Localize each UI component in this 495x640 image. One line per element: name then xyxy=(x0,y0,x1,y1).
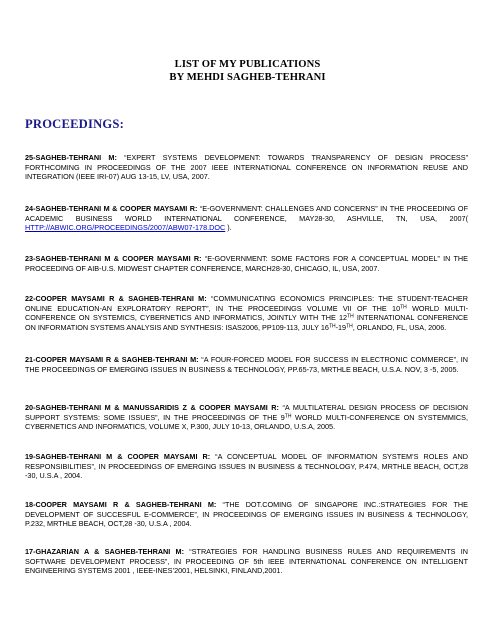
entry-authors: 18-COOPER MAYSAMI R & SAGHEB-TEHRANI M: xyxy=(25,500,217,509)
publication-entry xyxy=(25,547,468,576)
entry-authors: 24-SAGHEB-TEHRANI M & COOPER MAYSAMI R: xyxy=(25,204,198,213)
entry-text: -19 xyxy=(335,322,347,332)
entry-text: ). xyxy=(225,223,232,233)
publication-entry xyxy=(25,403,468,432)
superscript: TH xyxy=(328,323,336,330)
entry-text: , ORLANDO, FL, USA, 2006. xyxy=(352,322,447,332)
publication-entry xyxy=(25,153,468,182)
entry-authors: 23-SAGHEB-TEHRANI M & COOPER MAYSAMI R: xyxy=(25,254,202,263)
entry-text: “A MULTILATERAL DESIGN PROCESS OF DECISION SUPPORT SYSTEMS: SOME ISSUES”, IN THE PROCEEDINGS OF THE 9 xyxy=(25,403,468,422)
superscript: TH xyxy=(346,323,353,330)
document-title-line2: BY MEHDI SAGHEB-TEHRANI xyxy=(169,72,326,83)
entry-text: “COMMUNICATING ECONOMICS PRINCIPLES: THE STUDENT-TEACHER ONLINE EDUCATION-AN EXPLORATORY REPORT”, IN THE PROCEEDINGS VOLUME VII OF THE 10 xyxy=(25,294,468,313)
proceedings-link[interactable]: HTTP://ABWIC.ORG/PROCEEDINGS/2007/ABW07-178.DOC xyxy=(25,223,226,233)
entry-text: “STRATEGIES FOR HANDLING BUSINESS RULES AND REQUIREMENTS IN SOFTWARE DEVELOPMENT PROCESS”, IN PROCEEDING OF 5th IEEE INTERNATIONAL CONFERENCE ON INTELLIGENT ENGINEERING SYSTEMS 2001 , IEEE-INES’2001, HELSINKI, FINLAND,2001. xyxy=(25,547,468,576)
entry-text: “E-GOVERNMENT: SOME FACTORS FOR A CONCEPTUAL MODEL” IN THE PROCEEDING OF AIB-U.S. MIDWEST CHAPTER CONFERENCE, MARCH28-30, CHICAGO, IL, USA, 2007. xyxy=(25,254,469,273)
section-heading: PROCEEDINGS: xyxy=(25,117,124,131)
entry-text: “THE DOT.COMING OF SINGAPORE INC.:STRATEGIES FOR THE DEVELOPMENT OF SUCCESFUL E-COMMERCE”, IN PROCEEDINGS OF EMERGING ISSUES IN BUSINESS & TECHNOLOGY, P.232, MRTHLE BEACH, OCT,28 -30, U.S.A , 2004. xyxy=(25,500,468,529)
superscript: TH xyxy=(400,304,407,311)
entry-authors: 25-SAGHEB-TEHRANI M: xyxy=(25,153,117,162)
entry-authors: 20-SAGHEB-TEHRANI M & MANUSSARIDIS Z & COOPER MAYSAMI R: xyxy=(25,403,279,412)
superscript: TH xyxy=(284,413,292,420)
publication-entry xyxy=(25,204,468,233)
entry-text: “EXPERT SYSTEMS DEVELOPMENT: TOWARDS TRANSPARENCY OF DESIGN PROCESS” FORTHCOMING IN PROCEEDINGS OF THE 2007 IEEE INTERNATIONAL CONFERENCE ON INFORMATION REUSE AND INTEGRATION (IEEE IRI-07) AUG 13-15, LV, USA, 2007. xyxy=(25,153,468,182)
entry-authors: 21-COOPER MAYSAMI R & SAGHEB-TEHRANI M: xyxy=(25,355,199,364)
entry-authors: 19-SAGHEB-TEHRANI M & COOPER MAYSAMI R: xyxy=(25,452,211,461)
superscript: TH xyxy=(347,313,354,320)
publication-entry xyxy=(25,452,468,481)
entry-authors: 22-COOPER MAYSAMI R & SAGHEB-TEHRANI M: xyxy=(25,294,207,303)
entry-authors: 17-GHAZARIAN A & SAGHEB-TEHRANI M: xyxy=(25,547,185,556)
publication-entry xyxy=(25,355,468,374)
entry-text: “E-GOVERNMENT: CHALLENGES AND CONCERNS” IN THE PROCEEDING OF ACADEMIC BUSINESS WORLD INTERNATIONAL CONFERENCE, MAY28-30, ASHVILLE, TN, USA, 2007( xyxy=(25,204,468,223)
entry-text: “A CONCEPTUAL MODEL OF INFORMATION SYSTEM’S ROLES AND RESPONSIBILITIES”, IN PROCEEDINGS OF EMERGING ISSUES IN BUSINESS & TECHNOLOGY, P.474, MRTHLE BEACH, OCT,28 -30, U.S.A , 2004. xyxy=(25,452,468,481)
entry-text: WORLD MULTI-CONFERENCE ON SYSTEMICS, CYBERNETICS AND INFORMATICS, JOINTLY WITH THE 12 xyxy=(25,303,468,323)
entry-text: “A FOUR-FORCED MODEL FOR SUCCESS IN ELECTRONIC COMMERCE”, IN THE PROCEEDINGS OF EMERGING ISSUES IN BUSINESS & TECHNOLOGY, PP.65-73, MRTHLE BEACH, U.S.A. NOV, 3 -5, 2005. xyxy=(25,355,468,374)
publication-entry xyxy=(25,500,468,529)
publication-entry xyxy=(25,254,468,273)
entry-text: INTERNATIONAL CONFERENCE ON INFORMATION SYSTEMS ANALYSIS AND SYNTHESIS: ISAS2006, PP109-113, JULY 16 xyxy=(25,313,469,332)
entry-text: WORLD MULTI-CONFERENCE ON SYSTEMMICS, CYBERNETICS AND INFORMATICS, VOLUME X, P.300, JULY 10-13, ORLANDO, U.S.A, 2005. xyxy=(25,412,468,432)
publication-entry xyxy=(25,294,468,332)
document-title-line1: LIST OF MY PUBLICATIONS xyxy=(174,59,321,70)
